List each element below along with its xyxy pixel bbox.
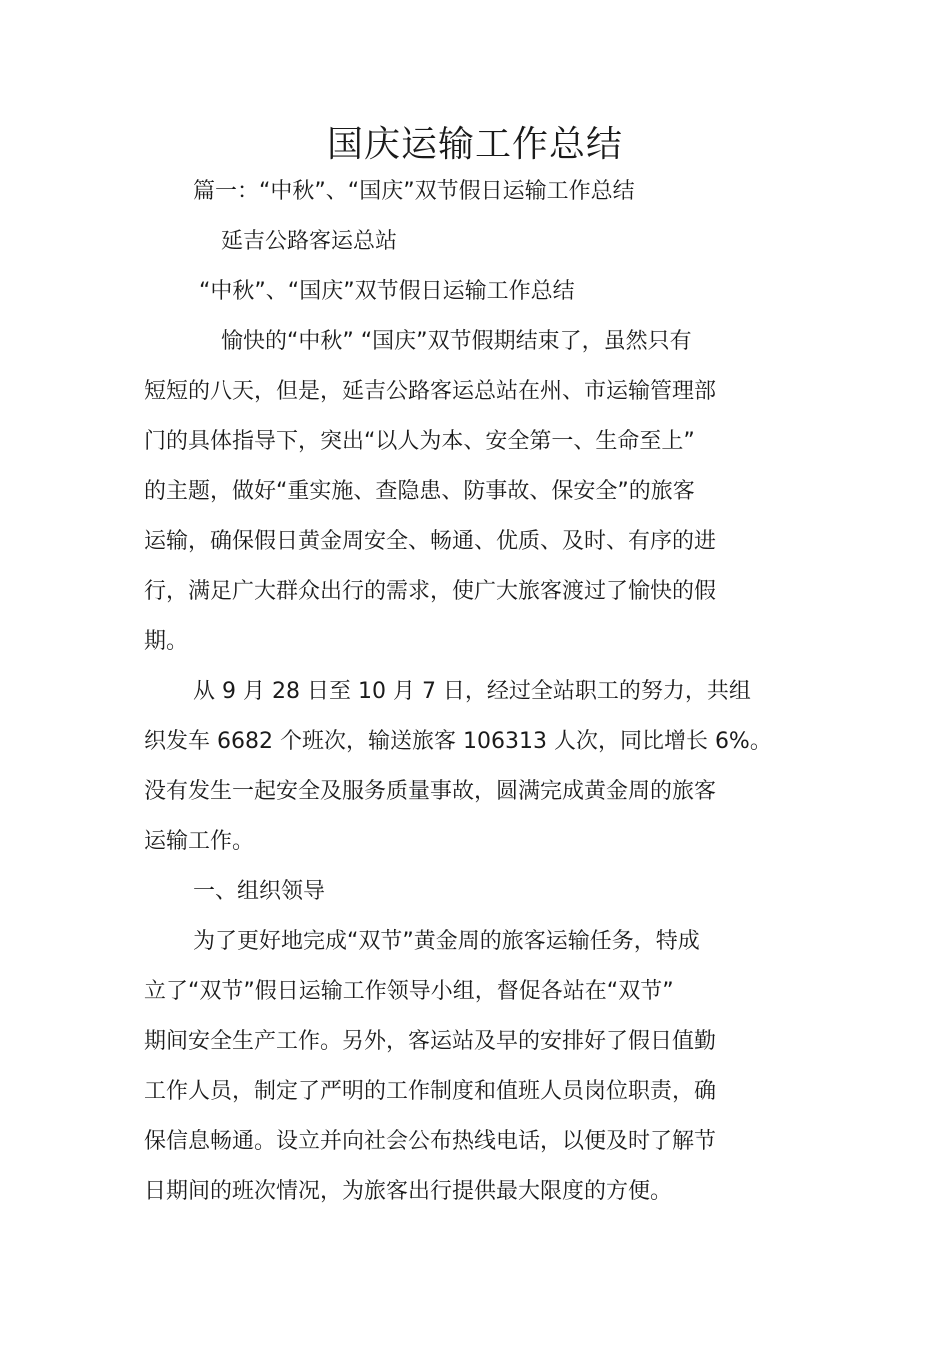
paragraph-1-line: 运输，确保假日黄金周安全、畅通、优质、及时、有序的进 — [144, 529, 717, 554]
paragraph-1-line: 的主题，做好“重实施、查隐患、防事故、保安全”的旅客 — [144, 479, 695, 504]
paragraph-1-line: 行，满足广大群众出行的需求，使广大旅客渡过了愉快的假 — [144, 579, 717, 604]
paragraph-3-line: 立了“双节”假日运输工作领导小组，督促各站在“双节” — [144, 979, 674, 1004]
paragraph-3-line: 期间安全生产工作。另外，客运站及早的安排好了假日值勤 — [144, 1029, 717, 1054]
section-1-heading: 一、组织领导 — [193, 879, 326, 904]
paragraph-2-line: 从 9 月 28 日至 10 月 7 日，经过全站职工的努力，共组 — [193, 679, 751, 704]
paragraph-2-line: 织发车 6682 个班次，输送旅客 106313 人次，同比增长 6%。 — [144, 729, 772, 754]
paragraph-1-line: 门的具体指导下，突出“以人为本、安全第一、生命至上” — [144, 429, 695, 454]
paragraph-1-line: 愉快的“中秋” “国庆”双节假期结束了，虽然只有 — [221, 329, 692, 354]
report-title: “中秋”、“国庆”双节假日运输工作总结 — [199, 279, 575, 304]
document-subtitle: 篇一：“中秋”、“国庆”双节假日运输工作总结 — [193, 179, 635, 204]
organization-name: 延吉公路客运总站 — [221, 229, 398, 254]
paragraph-3-line: 为了更好地完成“双节”黄金周的旅客运输任务，特成 — [193, 929, 700, 954]
paragraph-3-line: 工作人员，制定了严明的工作制度和值班人员岗位职责，确 — [144, 1079, 717, 1104]
document-title: 国庆运输工作总结 — [326, 124, 623, 165]
paragraph-3-line: 日期间的班次情况，为旅客出行提供最大限度的方便。 — [144, 1179, 673, 1204]
paragraph-2-line: 没有发生一起安全及服务质量事故，圆满完成黄金周的旅客 — [144, 779, 717, 804]
paragraph-3-line: 保信息畅通。设立并向社会公布热线电话，以便及时了解节 — [144, 1129, 717, 1154]
paragraph-1-line: 期。 — [144, 629, 189, 654]
paragraph-2-line: 运输工作。 — [144, 829, 255, 854]
paragraph-1-line: 短短的八天，但是，延吉公路客运总站在州、市运输管理部 — [144, 379, 717, 404]
